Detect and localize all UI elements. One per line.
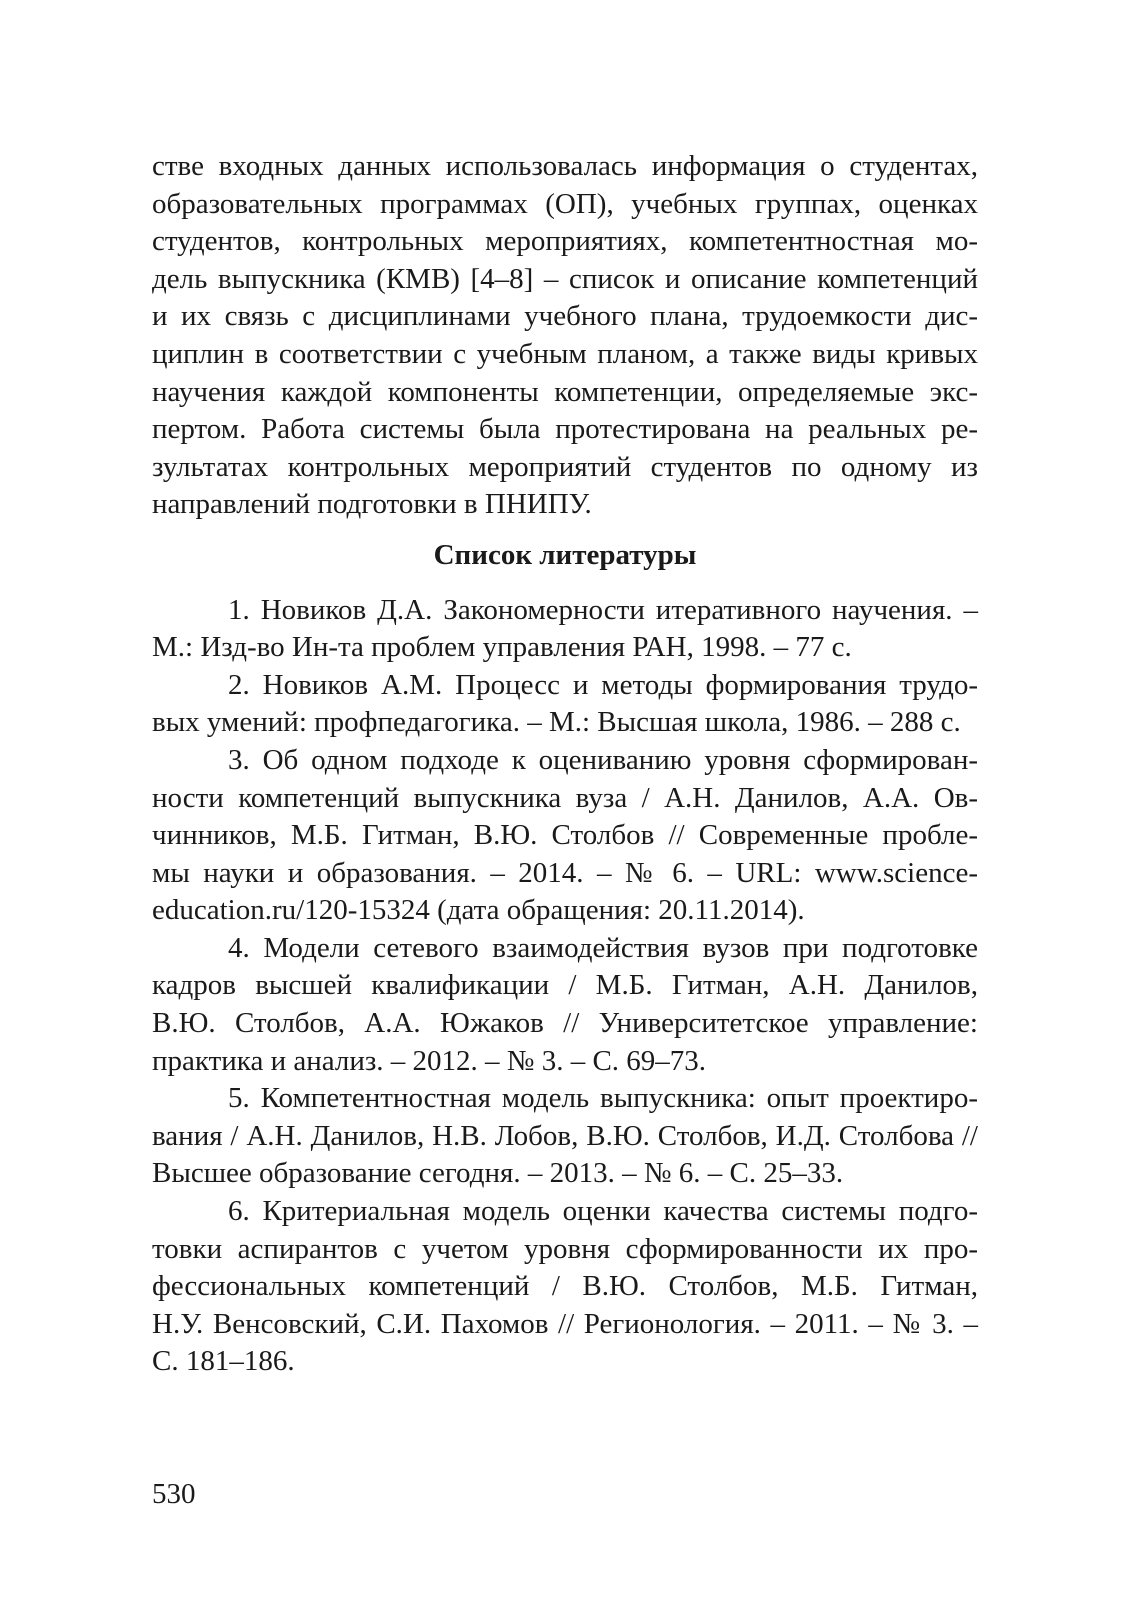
reference-line: 3. Об одном подходе к оцениванию уровня сформирован- [228, 743, 978, 776]
reference-line: вых умений: профпедагогика. – М.: Высшая школа, 1986. – 288 с. [152, 706, 961, 739]
reference-item [152, 930, 978, 1080]
body-line: студентов, контрольных мероприятиях, компетентностная мо- [152, 225, 978, 258]
reference-item [152, 592, 978, 667]
reference-line: 2. Новиков А.М. Процесс и методы формирования трудо- [228, 668, 978, 701]
reference-line: ности компетенций выпускника вуза / А.Н. Данилов, А.А. Ов- [152, 781, 978, 814]
body-line: дель выпускника (КМВ) [4–8] – список и описание компетенций [152, 262, 978, 295]
reference-line: М.: Изд-во Ин-та проблем управления РАН, 1998. – 77 с. [152, 631, 852, 664]
reference-line: мы науки и образования. – 2014. – № 6. – URL: www.science- [152, 856, 978, 889]
reference-line: education.ru/120-15324 (дата обращения: 20.11.2014). [152, 894, 805, 927]
body-paragraph [152, 148, 978, 524]
reference-line: 6. Критериальная модель оценки качества системы подго- [228, 1195, 978, 1228]
body-line: стве входных данных использовалась информация о студентах, [152, 150, 978, 182]
reference-line: Н.У. Венсовский, С.И. Пахомов // Регионология. – 2011. – № 3. – [152, 1307, 978, 1340]
reference-line: Высшее образование сегодня. – 2013. – № 6. – С. 25–33. [152, 1157, 844, 1190]
reference-item [152, 1193, 978, 1381]
body-line: пертом. Работа системы была протестирована на реальных ре- [152, 413, 978, 446]
references-list [152, 592, 978, 1381]
reference-line: вания / А.Н. Данилов, Н.В. Лобов, В.Ю. Столбов, И.Д. Столбова // [152, 1119, 978, 1152]
body-line: образовательных программах (ОП), учебных группах, оценках [152, 187, 978, 220]
reference-line: 1. Новиков Д.А. Закономерности итеративного научения. – [228, 593, 978, 626]
reference-line: фессиональных компетенций / В.Ю. Столбов, М.Б. Гитман, [152, 1270, 978, 1303]
references-heading: Список литературы [433, 538, 697, 571]
reference-line: практика и анализ. – 2012. – № 3. – С. 69–73. [152, 1044, 707, 1077]
reference-line: С. 181–186. [152, 1345, 295, 1378]
reference-item [152, 1080, 978, 1193]
body-line: научения каждой компоненты компетенции, определяемые экс- [152, 375, 978, 408]
reference-line: 4. Модели сетевого взаимодействия вузов при подготовке [228, 931, 978, 964]
body-line: направлений подготовки в ПНИПУ. [152, 488, 592, 521]
reference-line: кадров высшей квалификации / М.Б. Гитман, А.Н. Данилов, [152, 969, 978, 1002]
reference-item [152, 667, 978, 742]
reference-line: 5. Компетентностная модель выпускника: опыт проектиро- [228, 1082, 978, 1115]
page-number: 530 [152, 1478, 196, 1510]
body-line: зультатах контрольных мероприятий студентов по одному из [152, 450, 978, 483]
reference-item [152, 742, 978, 930]
page-content [152, 148, 978, 1381]
reference-line: товки аспирантов с учетом уровня сформированности их про- [152, 1232, 978, 1265]
reference-line: В.Ю. Столбов, А.А. Южаков // Университетское управление: [152, 1007, 978, 1040]
body-line: циплин в соответствии с учебным планом, а также виды кривых [152, 337, 978, 370]
body-line: и их связь с дисциплинами учебного плана, трудоемкости дис- [152, 300, 978, 333]
reference-line: чинников, М.Б. Гитман, В.Ю. Столбов // Современные пробле- [152, 819, 978, 852]
